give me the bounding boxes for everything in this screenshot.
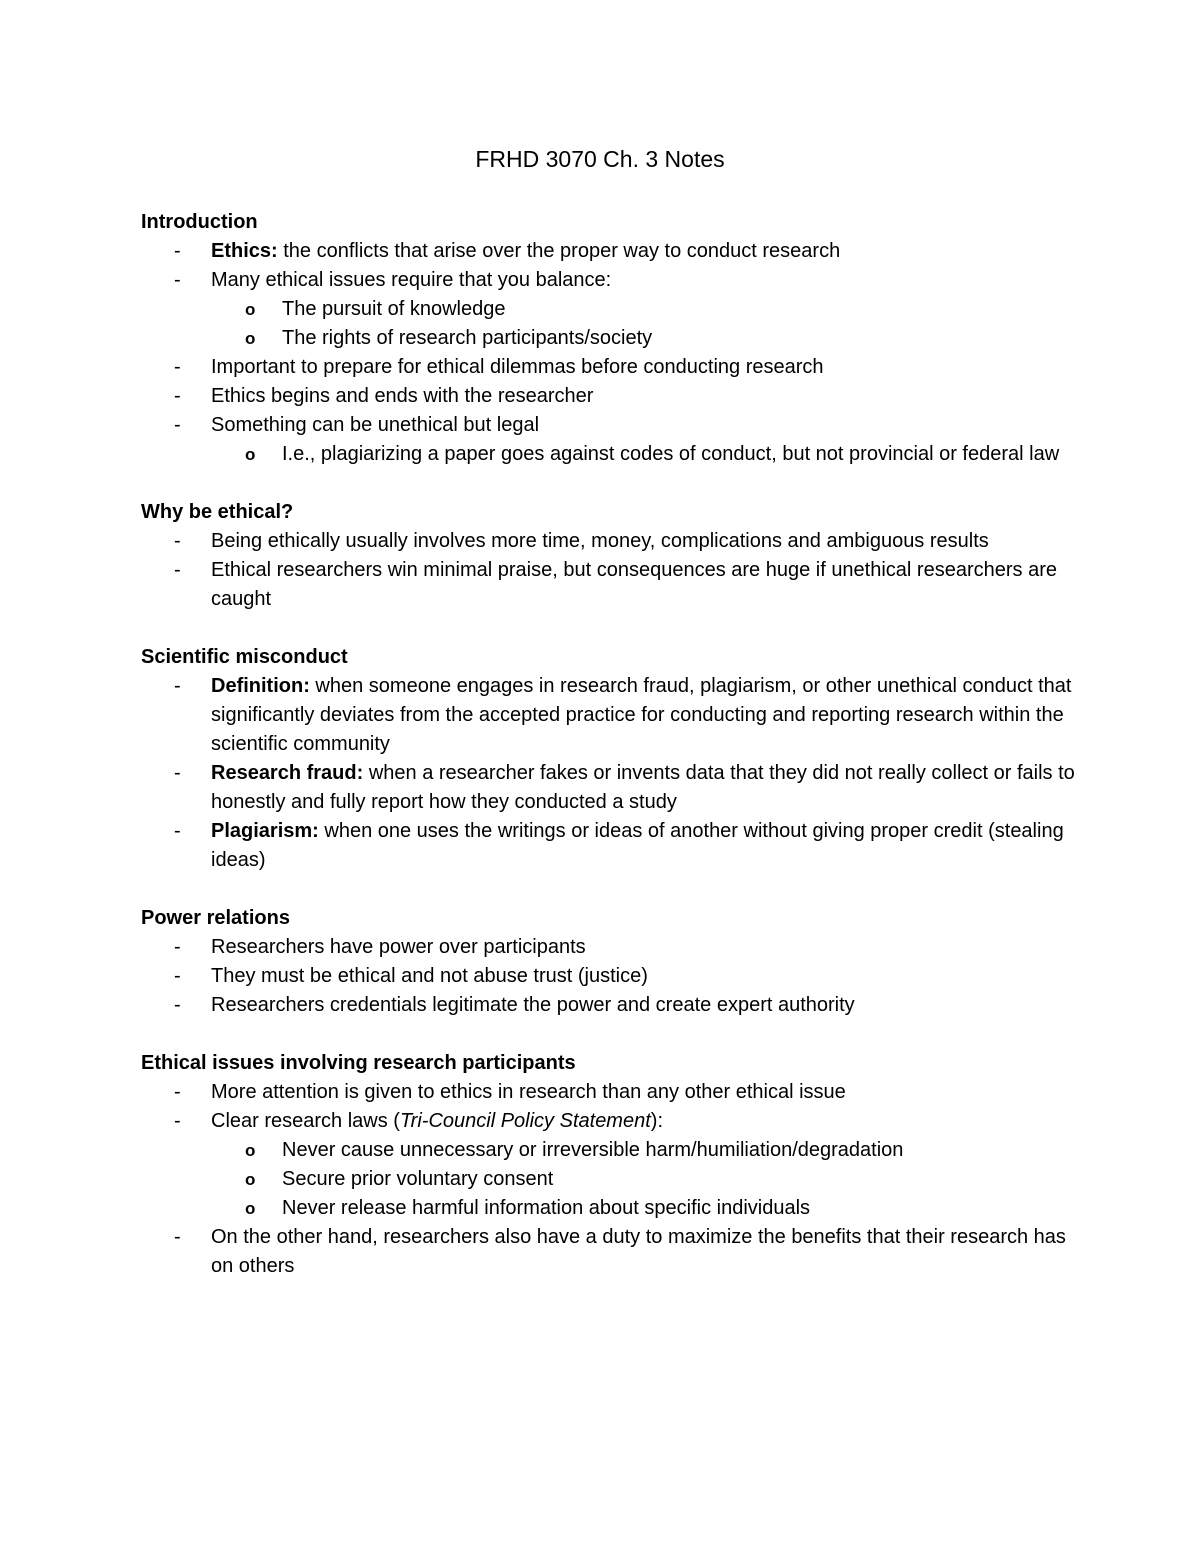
section-introduction bbox=[141, 208, 1081, 469]
list-item bbox=[141, 759, 1081, 817]
dash-bullet: - bbox=[174, 936, 181, 958]
item-text: On the other hand, researchers also have a duty to maximize the benefits that their research has on others bbox=[211, 1226, 1066, 1277]
item-text: More attention is given to ethics in research than any other ethical issue bbox=[211, 1081, 846, 1103]
notes-body bbox=[141, 208, 1081, 1310]
item-text: They must be ethical and not abuse trust (justice) bbox=[211, 965, 648, 987]
item-text: Never release harmful information about specific individuals bbox=[282, 1197, 811, 1219]
section-power-relations bbox=[141, 904, 1081, 1020]
circle-bullet: o bbox=[245, 445, 256, 464]
list-item bbox=[141, 266, 1081, 295]
list-item bbox=[141, 527, 1081, 556]
item-text: Being ethically usually involves more time, money, complications and ambiguous results bbox=[211, 530, 989, 552]
dash-bullet: - bbox=[174, 356, 181, 378]
item-text: Researchers credentials legitimate the power and create expert authority bbox=[211, 994, 855, 1016]
term: Definition: bbox=[211, 675, 310, 697]
item-text-post: ): bbox=[650, 1110, 663, 1132]
dash-bullet: - bbox=[174, 1081, 181, 1103]
list-item bbox=[141, 237, 1081, 266]
dash-bullet: - bbox=[174, 1226, 181, 1248]
item-text: Secure prior voluntary consent bbox=[282, 1168, 554, 1190]
sub-list-item bbox=[141, 440, 1081, 469]
circle-bullet: o bbox=[245, 1199, 256, 1218]
dash-bullet: - bbox=[174, 994, 181, 1016]
section-heading: Ethical issues involving research participants bbox=[141, 1052, 576, 1074]
section-heading: Power relations bbox=[141, 907, 290, 929]
list-item bbox=[141, 817, 1081, 875]
dash-bullet: - bbox=[174, 530, 181, 552]
circle-bullet: o bbox=[245, 300, 256, 319]
list-item bbox=[141, 991, 1081, 1020]
sub-list-item bbox=[141, 324, 1081, 353]
list-item bbox=[141, 1078, 1081, 1107]
page-title: FRHD 3070 Ch. 3 Notes bbox=[475, 146, 725, 172]
section-heading: Scientific misconduct bbox=[141, 646, 348, 668]
item-text: when one uses the writings or ideas of another without giving proper credit (stealing ideas) bbox=[211, 820, 1064, 871]
item-text: Important to prepare for ethical dilemmas before conducting research bbox=[211, 356, 824, 378]
item-text: the conflicts that arise over the proper way to conduct research bbox=[277, 240, 841, 262]
item-text: Many ethical issues require that you balance: bbox=[211, 269, 612, 291]
item-text: Ethics begins and ends with the researcher bbox=[211, 385, 594, 407]
dash-bullet: - bbox=[174, 240, 181, 262]
dash-bullet: - bbox=[174, 965, 181, 987]
list-item bbox=[141, 933, 1081, 962]
item-text: Ethical researchers win minimal praise, but consequences are huge if unethical researchers are caught bbox=[211, 559, 1057, 610]
dash-bullet: - bbox=[174, 1110, 181, 1132]
list-item bbox=[141, 1223, 1081, 1281]
item-text: when a researcher fakes or invents data that they did not really collect or fails to honestly and fully report how they conducted a study bbox=[211, 762, 1075, 813]
list-item bbox=[141, 556, 1081, 614]
item-text-pre: Clear research laws ( bbox=[211, 1110, 400, 1132]
circle-bullet: o bbox=[245, 329, 256, 348]
sub-list-item bbox=[141, 295, 1081, 324]
dash-bullet: - bbox=[174, 675, 181, 697]
section-heading: Introduction bbox=[141, 211, 258, 233]
item-text: I.e., plagiarizing a paper goes against codes of conduct, but not provincial or federal law bbox=[282, 443, 1060, 465]
dash-bullet: - bbox=[174, 820, 181, 842]
italic-citation: Tri-Council Policy Statement bbox=[399, 1110, 651, 1132]
dash-bullet: - bbox=[174, 762, 181, 784]
list-item bbox=[141, 382, 1081, 411]
item-text: Something can be unethical but legal bbox=[211, 414, 540, 436]
item-text: when someone engages in research fraud, plagiarism, or other unethical conduct that significantly deviates from the accepted practice for conducting and reporting research within the scientific community bbox=[211, 675, 1072, 755]
dash-bullet: - bbox=[174, 414, 181, 436]
list-item bbox=[141, 962, 1081, 991]
term: Ethics: bbox=[211, 240, 278, 262]
dash-bullet: - bbox=[174, 269, 181, 291]
section-ethical-issues bbox=[141, 1049, 1081, 1281]
item-text: Never cause unnecessary or irreversible harm/humiliation/degradation bbox=[282, 1139, 904, 1161]
sub-list-item bbox=[141, 1165, 1081, 1194]
item-text: The rights of research participants/society bbox=[282, 327, 653, 349]
section-heading: Why be ethical? bbox=[141, 501, 294, 523]
dash-bullet: - bbox=[174, 559, 181, 581]
term: Research fraud: bbox=[211, 762, 364, 784]
term: Plagiarism: bbox=[211, 820, 319, 842]
list-item bbox=[141, 672, 1081, 759]
list-item bbox=[141, 1107, 1081, 1136]
section-why-be-ethical bbox=[141, 498, 1081, 614]
dash-bullet: - bbox=[174, 385, 181, 407]
list-item bbox=[141, 353, 1081, 382]
sub-list-item bbox=[141, 1136, 1081, 1165]
item-text: The pursuit of knowledge bbox=[282, 298, 506, 320]
list-item bbox=[141, 411, 1081, 440]
sub-list-item bbox=[141, 1194, 1081, 1223]
section-scientific-misconduct bbox=[141, 643, 1081, 875]
circle-bullet: o bbox=[245, 1170, 256, 1189]
item-text: Researchers have power over participants bbox=[211, 936, 586, 958]
circle-bullet: o bbox=[245, 1141, 256, 1160]
